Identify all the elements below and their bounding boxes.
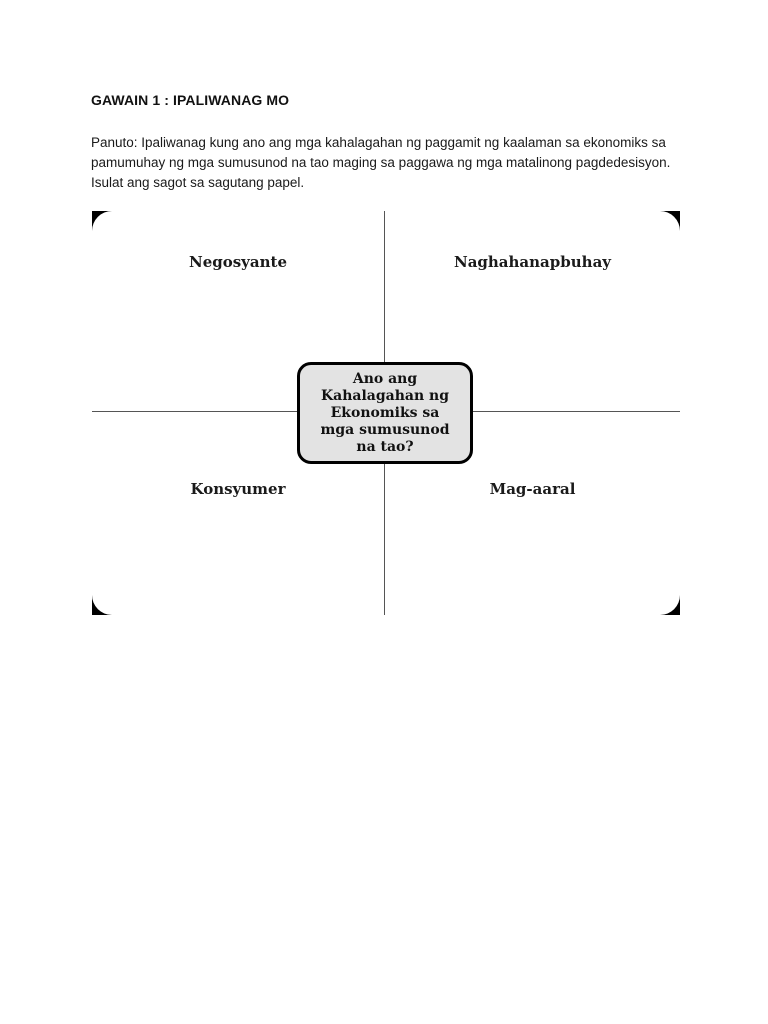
quadrant-label-mag-aaral: Mag-aaral <box>489 480 576 498</box>
quadrant-label-naghahanapbuhay: Naghahanapbuhay <box>453 253 612 271</box>
instructions-paragraph: Panuto: Ipaliwanag kung ano ang mga kahalagahan ng paggamit ng kaalaman sa ekonomiks sa pamumuhay ng mga sumusunod na tao maging sa paggawa ng mga matalinong pagdedesisyon. Isulat ang sagot sa sagutang papel. <box>91 135 671 190</box>
concept-diagram <box>92 211 680 615</box>
quadrant-label-negosyante: Negosyante <box>188 253 287 271</box>
center-question-box <box>297 362 473 464</box>
quadrant-label-konsyumer: Konsyumer <box>190 480 286 498</box>
page-title: GAWAIN 1 : IPALIWANAG MO <box>91 92 290 108</box>
center-question-text: Ano ang Kahalagahan ng Ekonomiks sa mga sumusunod na tao? <box>320 370 450 455</box>
